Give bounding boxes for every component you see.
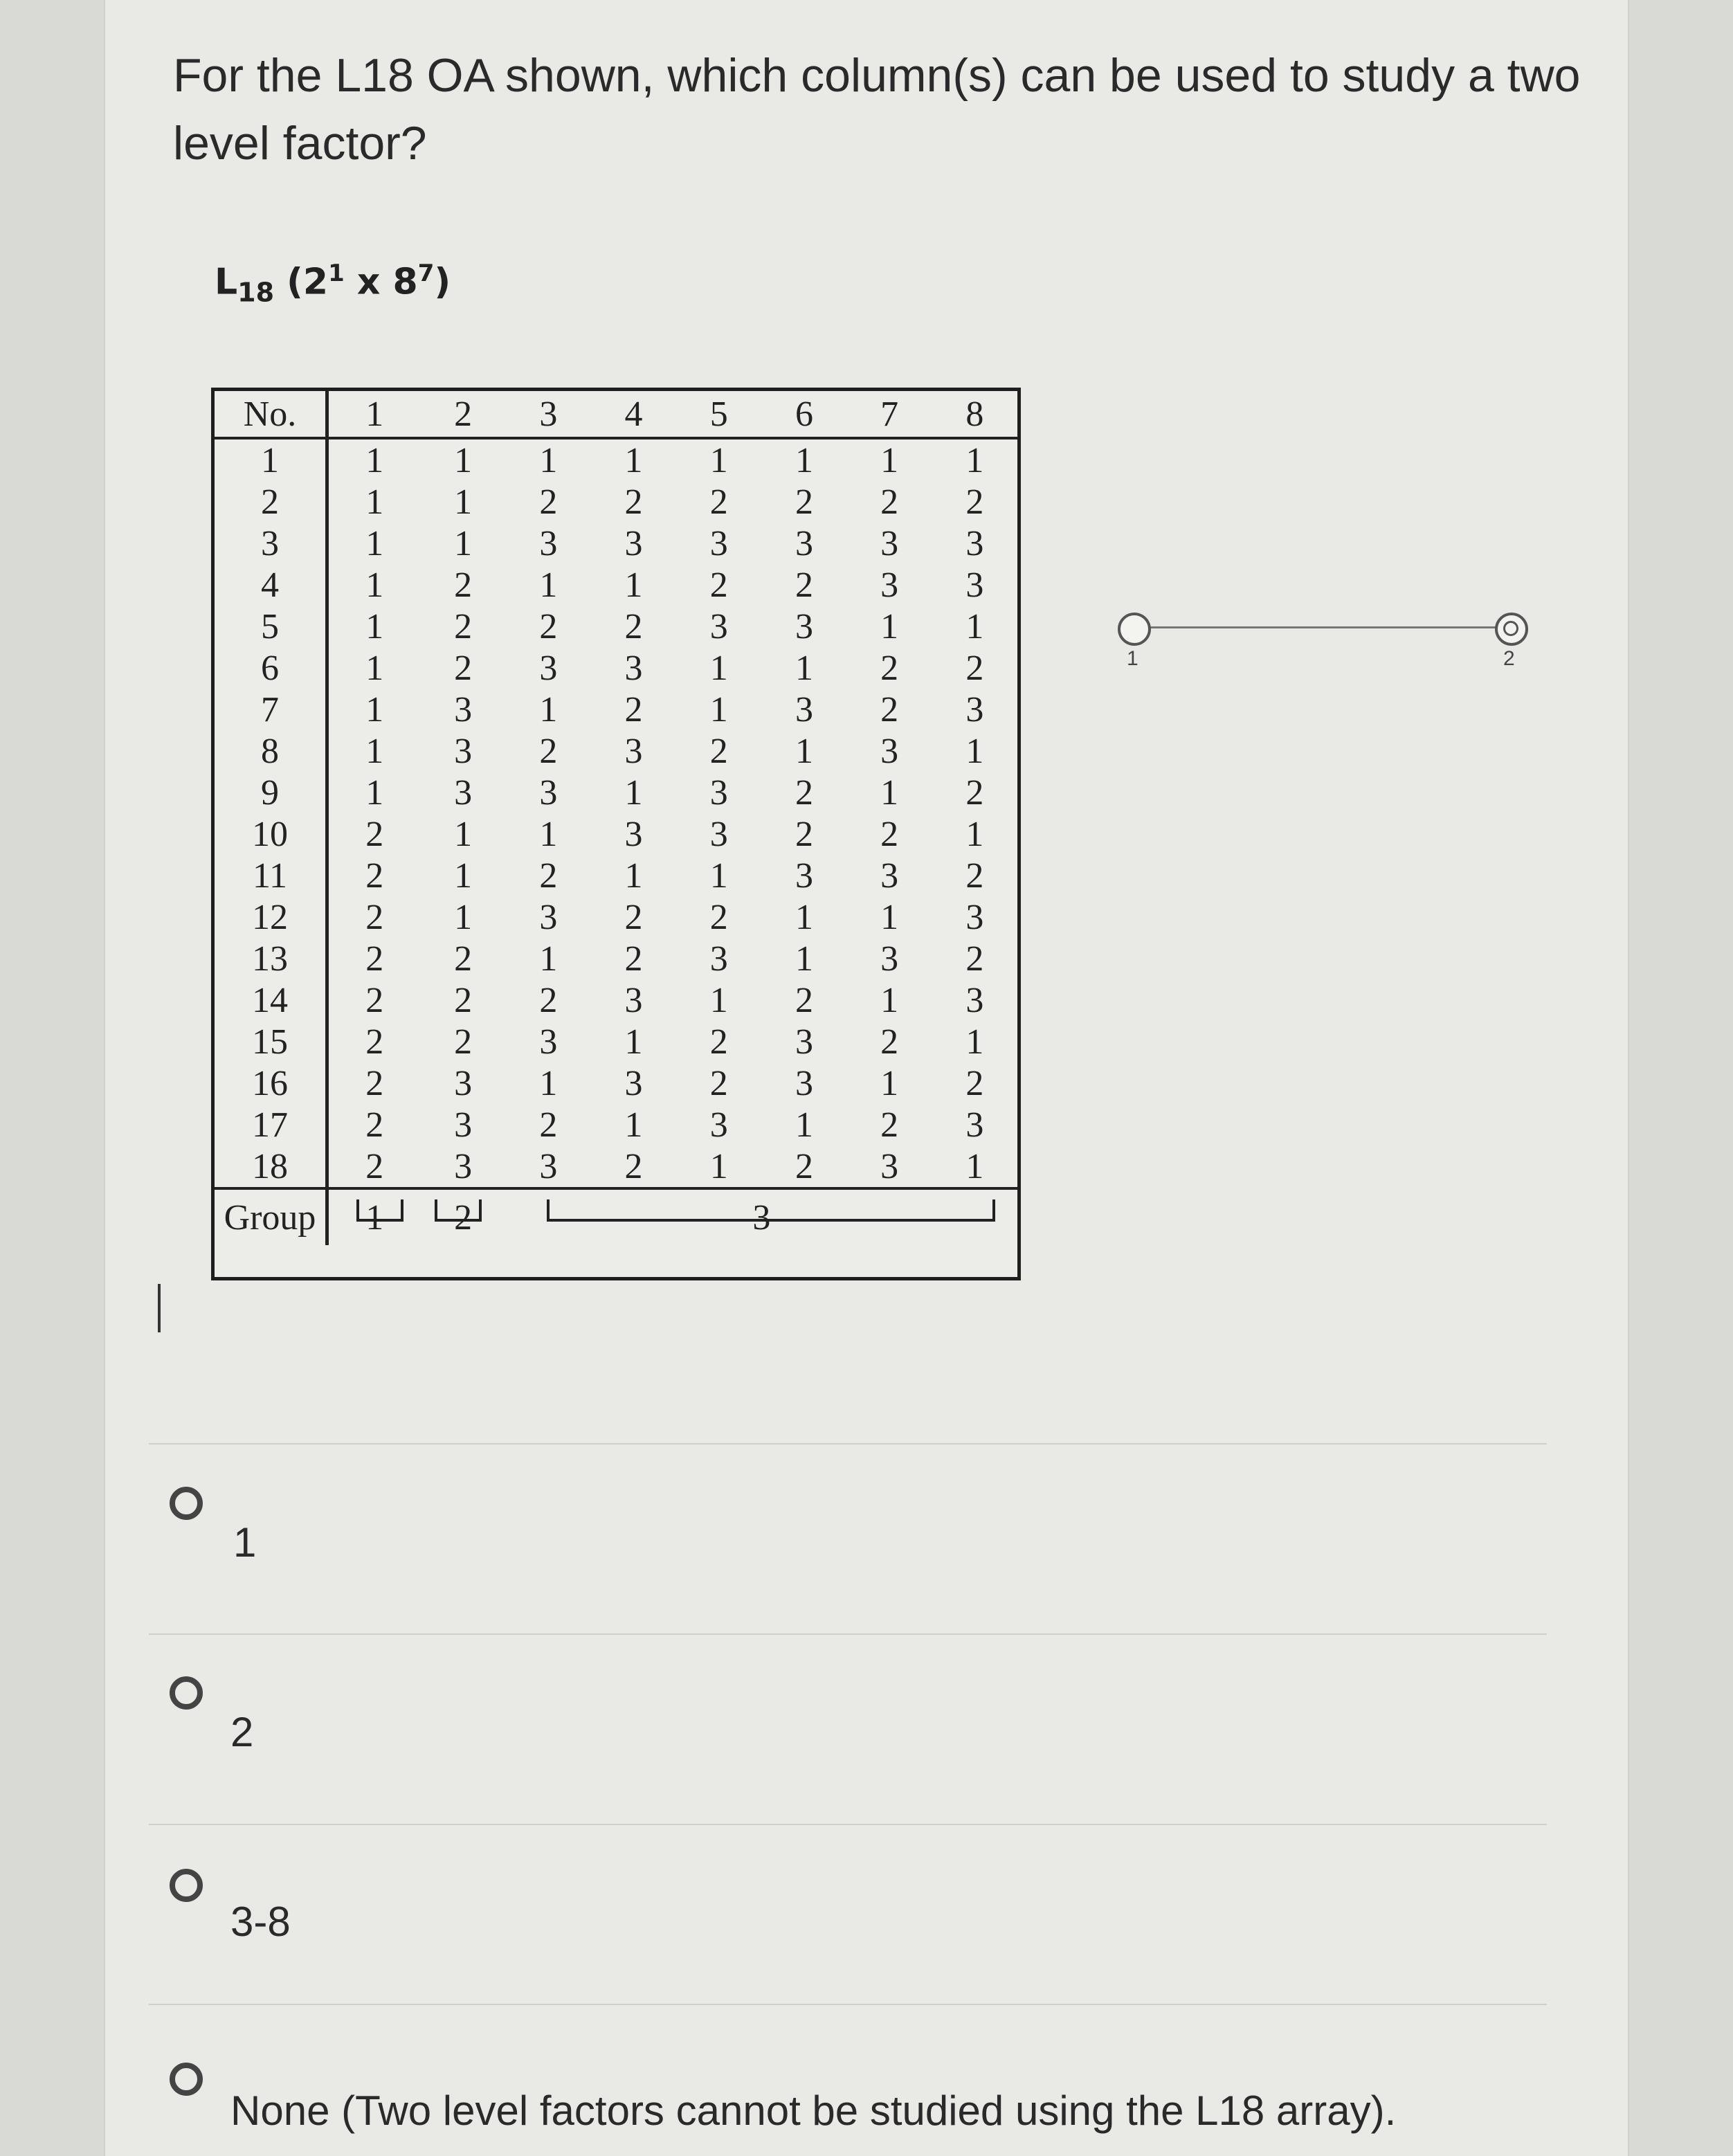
level-cell: 3 bbox=[965, 980, 984, 1020]
group-2: 2 bbox=[421, 1188, 506, 1245]
table-row bbox=[215, 979, 1017, 1021]
table-row bbox=[215, 896, 1017, 938]
table-row bbox=[215, 730, 1017, 772]
level-cell: 3 bbox=[795, 689, 813, 730]
level-cell: 3 bbox=[965, 689, 984, 730]
level-cell: 2 bbox=[365, 1105, 384, 1145]
level-cell: 1 bbox=[454, 440, 473, 480]
array-title-close: ) bbox=[434, 261, 451, 303]
level-cell: 1 bbox=[454, 855, 473, 896]
level-cell: 2 bbox=[880, 689, 899, 730]
level-cell: 3 bbox=[539, 1022, 558, 1062]
level-cell: 3 bbox=[795, 1063, 813, 1103]
table-row bbox=[215, 1062, 1017, 1104]
array-title-exp1: 1 bbox=[328, 260, 345, 287]
level-cell: 3 bbox=[624, 980, 643, 1020]
level-cell: 3 bbox=[539, 772, 558, 813]
level-cell: 2 bbox=[965, 855, 984, 896]
level-cell: 3 bbox=[454, 1063, 473, 1103]
divider bbox=[149, 1633, 1547, 1635]
header-col-3: 3 bbox=[506, 391, 591, 438]
level-cell: 3 bbox=[539, 523, 558, 563]
option-label: 2 bbox=[230, 1709, 254, 1755]
header-no: No. bbox=[215, 391, 327, 438]
level-cell: 3 bbox=[795, 1022, 813, 1062]
level-cell: 1 bbox=[624, 440, 643, 480]
array-title-mid: x 8 bbox=[344, 261, 418, 303]
radio-button[interactable] bbox=[170, 1869, 203, 1902]
option-label: 1 bbox=[233, 1519, 257, 1566]
level-cell: 3 bbox=[709, 939, 728, 979]
linear-graph-edge bbox=[1149, 626, 1509, 628]
level-cell: 3 bbox=[795, 855, 813, 896]
run-number: 2 bbox=[215, 481, 327, 523]
table-row bbox=[215, 689, 1017, 730]
level-cell: 2 bbox=[454, 980, 473, 1020]
linear-graph-node-2-icon bbox=[1495, 613, 1528, 646]
level-cell: 2 bbox=[624, 606, 643, 646]
level-cell: 3 bbox=[709, 814, 728, 854]
level-cell: 2 bbox=[880, 648, 899, 688]
oa-grid bbox=[215, 391, 1017, 1245]
level-cell: 1 bbox=[539, 814, 558, 854]
level-cell: 2 bbox=[709, 1063, 728, 1103]
level-cell: 1 bbox=[454, 814, 473, 854]
header-col-2: 2 bbox=[421, 391, 506, 438]
level-cell: 2 bbox=[880, 1022, 899, 1062]
level-cell: 2 bbox=[965, 648, 984, 688]
level-cell: 3 bbox=[709, 1105, 728, 1145]
level-cell: 1 bbox=[365, 731, 384, 771]
level-cell: 2 bbox=[795, 980, 813, 1020]
run-number: 9 bbox=[215, 772, 327, 813]
level-cell: 1 bbox=[624, 772, 643, 813]
answer-option-4[interactable] bbox=[170, 2063, 1554, 2146]
array-title-open: (2 bbox=[274, 261, 329, 303]
level-cell: 2 bbox=[539, 606, 558, 646]
level-cell: 1 bbox=[880, 772, 899, 813]
level-cell: 3 bbox=[454, 1146, 473, 1186]
run-number: 11 bbox=[215, 855, 327, 896]
level-cell: 3 bbox=[795, 606, 813, 646]
level-cell: 2 bbox=[709, 482, 728, 522]
linear-graph-node-1-label: 1 bbox=[1127, 647, 1138, 670]
level-cell: 2 bbox=[965, 939, 984, 979]
level-cell: 3 bbox=[539, 648, 558, 688]
level-cell: 2 bbox=[709, 1022, 728, 1062]
group-3: 3 bbox=[506, 1188, 1017, 1245]
option-label: None (Two level factors cannot be studied using the L18 array). bbox=[230, 2087, 1397, 2134]
header-col-5: 5 bbox=[676, 391, 761, 438]
table-row bbox=[215, 481, 1017, 523]
level-cell: 2 bbox=[624, 897, 643, 937]
level-cell: 1 bbox=[624, 1105, 643, 1145]
divider bbox=[149, 2004, 1547, 2005]
level-cell: 3 bbox=[795, 523, 813, 563]
run-number: 14 bbox=[215, 979, 327, 1021]
level-cell: 1 bbox=[365, 772, 384, 813]
group-1: 1 bbox=[327, 1188, 421, 1245]
level-cell: 3 bbox=[709, 772, 728, 813]
level-cell: 2 bbox=[795, 482, 813, 522]
text-cursor bbox=[158, 1284, 161, 1332]
answer-option-1[interactable] bbox=[170, 1487, 446, 1570]
table-row bbox=[215, 855, 1017, 896]
option-label: 3-8 bbox=[230, 1899, 291, 1945]
run-number: 10 bbox=[215, 813, 327, 855]
level-cell: 2 bbox=[709, 897, 728, 937]
group-3-bracket bbox=[547, 1199, 995, 1222]
level-cell: 2 bbox=[365, 814, 384, 854]
level-cell: 2 bbox=[624, 689, 643, 730]
level-cell: 3 bbox=[454, 772, 473, 813]
run-number: 6 bbox=[215, 647, 327, 689]
level-cell: 2 bbox=[624, 1146, 643, 1186]
run-number: 15 bbox=[215, 1021, 327, 1062]
level-cell: 1 bbox=[365, 689, 384, 730]
level-cell: 1 bbox=[880, 980, 899, 1020]
answer-option-3[interactable] bbox=[170, 1869, 446, 1952]
header-col-1: 1 bbox=[327, 391, 421, 438]
level-cell: 1 bbox=[880, 440, 899, 480]
level-cell: 2 bbox=[539, 731, 558, 771]
level-cell: 2 bbox=[795, 1146, 813, 1186]
level-cell: 3 bbox=[880, 855, 899, 896]
level-cell: 1 bbox=[365, 523, 384, 563]
table-row bbox=[215, 1145, 1017, 1188]
run-number: 13 bbox=[215, 938, 327, 979]
level-cell: 1 bbox=[365, 648, 384, 688]
table-row bbox=[215, 938, 1017, 979]
level-cell: 1 bbox=[365, 565, 384, 605]
run-number: 7 bbox=[215, 689, 327, 730]
level-cell: 2 bbox=[965, 482, 984, 522]
level-cell: 1 bbox=[795, 440, 813, 480]
level-cell: 3 bbox=[624, 1063, 643, 1103]
level-cell: 2 bbox=[795, 565, 813, 605]
level-cell: 1 bbox=[454, 482, 473, 522]
level-cell: 2 bbox=[795, 814, 813, 854]
level-cell: 3 bbox=[454, 1105, 473, 1145]
level-cell: 3 bbox=[880, 565, 899, 605]
level-cell: 2 bbox=[709, 565, 728, 605]
level-cell: 1 bbox=[795, 648, 813, 688]
level-cell: 3 bbox=[965, 565, 984, 605]
level-cell: 1 bbox=[795, 897, 813, 937]
level-cell: 1 bbox=[709, 689, 728, 730]
level-cell: 2 bbox=[965, 772, 984, 813]
answer-option-2[interactable] bbox=[170, 1676, 446, 1759]
level-cell: 1 bbox=[880, 606, 899, 646]
table-row bbox=[215, 564, 1017, 606]
table-row bbox=[215, 523, 1017, 564]
level-cell: 1 bbox=[795, 939, 813, 979]
level-cell: 1 bbox=[624, 565, 643, 605]
array-title-runs: 18 bbox=[237, 277, 275, 308]
table-row bbox=[215, 1021, 1017, 1062]
level-cell: 1 bbox=[965, 440, 984, 480]
level-cell: 3 bbox=[624, 523, 643, 563]
level-cell: 2 bbox=[539, 482, 558, 522]
level-cell: 1 bbox=[454, 523, 473, 563]
level-cell: 3 bbox=[624, 648, 643, 688]
level-cell: 2 bbox=[365, 939, 384, 979]
table-row bbox=[215, 813, 1017, 855]
level-cell: 2 bbox=[365, 897, 384, 937]
divider bbox=[149, 1824, 1547, 1825]
level-cell: 2 bbox=[880, 814, 899, 854]
level-cell: 3 bbox=[709, 606, 728, 646]
run-number: 12 bbox=[215, 896, 327, 938]
oa-header-row bbox=[215, 391, 1017, 438]
level-cell: 1 bbox=[965, 814, 984, 854]
question-text: For the L18 OA shown, which column(s) can be used to study a two level factor? bbox=[173, 49, 1581, 170]
level-cell: 2 bbox=[539, 1105, 558, 1145]
level-cell: 2 bbox=[624, 482, 643, 522]
linear-graph-node-2-label: 2 bbox=[1503, 647, 1515, 670]
table-row bbox=[215, 647, 1017, 689]
level-cell: 3 bbox=[880, 731, 899, 771]
level-cell: 1 bbox=[965, 1022, 984, 1062]
level-cell: 1 bbox=[539, 565, 558, 605]
level-cell: 1 bbox=[965, 1146, 984, 1186]
level-cell: 2 bbox=[539, 855, 558, 896]
radio-button[interactable] bbox=[170, 1487, 203, 1520]
level-cell: 1 bbox=[365, 606, 384, 646]
level-cell: 2 bbox=[365, 980, 384, 1020]
level-cell: 2 bbox=[365, 1146, 384, 1186]
level-cell: 1 bbox=[365, 482, 384, 522]
level-cell: 3 bbox=[539, 897, 558, 937]
level-cell: 2 bbox=[965, 1063, 984, 1103]
header-col-7: 7 bbox=[847, 391, 932, 438]
level-cell: 1 bbox=[539, 689, 558, 730]
level-cell: 2 bbox=[539, 980, 558, 1020]
level-cell: 1 bbox=[624, 1022, 643, 1062]
table-row bbox=[215, 606, 1017, 647]
level-cell: 2 bbox=[709, 731, 728, 771]
orthogonal-array-table bbox=[211, 388, 1021, 1280]
level-cell: 3 bbox=[965, 1105, 984, 1145]
table-row bbox=[215, 1104, 1017, 1145]
level-cell: 2 bbox=[365, 1063, 384, 1103]
level-cell: 1 bbox=[965, 731, 984, 771]
level-cell: 1 bbox=[709, 1146, 728, 1186]
level-cell: 3 bbox=[965, 897, 984, 937]
group-label: Group bbox=[215, 1188, 327, 1245]
group-1-bracket bbox=[356, 1199, 403, 1222]
level-cell: 1 bbox=[624, 855, 643, 896]
level-cell: 2 bbox=[624, 939, 643, 979]
level-cell: 2 bbox=[454, 648, 473, 688]
level-cell: 3 bbox=[454, 689, 473, 730]
level-cell: 2 bbox=[365, 855, 384, 896]
level-cell: 1 bbox=[539, 440, 558, 480]
array-title-exp2: 7 bbox=[417, 260, 435, 287]
table-row bbox=[215, 772, 1017, 813]
level-cell: 3 bbox=[880, 523, 899, 563]
run-number: 4 bbox=[215, 564, 327, 606]
array-title-letter: L bbox=[215, 261, 238, 303]
header-col-4: 4 bbox=[591, 391, 676, 438]
level-cell: 2 bbox=[365, 1022, 384, 1062]
level-cell: 1 bbox=[880, 897, 899, 937]
table-row bbox=[215, 438, 1017, 481]
radio-button[interactable] bbox=[170, 2063, 203, 2096]
group-2-bracket bbox=[435, 1199, 482, 1222]
level-cell: 3 bbox=[709, 523, 728, 563]
level-cell: 2 bbox=[795, 772, 813, 813]
level-cell: 1 bbox=[365, 440, 384, 480]
level-cell: 1 bbox=[709, 648, 728, 688]
run-number: 17 bbox=[215, 1104, 327, 1145]
level-cell: 3 bbox=[624, 814, 643, 854]
level-cell: 2 bbox=[454, 1022, 473, 1062]
level-cell: 1 bbox=[709, 440, 728, 480]
run-number: 3 bbox=[215, 523, 327, 564]
level-cell: 1 bbox=[709, 855, 728, 896]
level-cell: 1 bbox=[880, 1063, 899, 1103]
run-number: 16 bbox=[215, 1062, 327, 1104]
level-cell: 1 bbox=[795, 731, 813, 771]
level-cell: 2 bbox=[454, 565, 473, 605]
array-title bbox=[215, 260, 451, 308]
level-cell: 2 bbox=[454, 939, 473, 979]
level-cell: 3 bbox=[454, 731, 473, 771]
level-cell: 2 bbox=[880, 1105, 899, 1145]
radio-button[interactable] bbox=[170, 1676, 203, 1710]
level-cell: 1 bbox=[709, 980, 728, 1020]
linear-graph-node-1-icon bbox=[1118, 613, 1151, 646]
level-cell: 1 bbox=[539, 939, 558, 979]
run-number: 18 bbox=[215, 1145, 327, 1188]
level-cell: 2 bbox=[880, 482, 899, 522]
level-cell: 1 bbox=[965, 606, 984, 646]
level-cell: 3 bbox=[880, 1146, 899, 1186]
level-cell: 2 bbox=[454, 606, 473, 646]
level-cell: 1 bbox=[539, 1063, 558, 1103]
level-cell: 3 bbox=[539, 1146, 558, 1186]
level-cell: 3 bbox=[880, 939, 899, 979]
run-number: 8 bbox=[215, 730, 327, 772]
level-cell: 3 bbox=[965, 523, 984, 563]
divider bbox=[149, 1443, 1547, 1444]
header-col-8: 8 bbox=[932, 391, 1017, 438]
level-cell: 3 bbox=[624, 731, 643, 771]
level-cell: 1 bbox=[795, 1105, 813, 1145]
run-number: 5 bbox=[215, 606, 327, 647]
header-col-6: 6 bbox=[761, 391, 846, 438]
level-cell: 1 bbox=[454, 897, 473, 937]
run-number: 1 bbox=[215, 438, 327, 481]
